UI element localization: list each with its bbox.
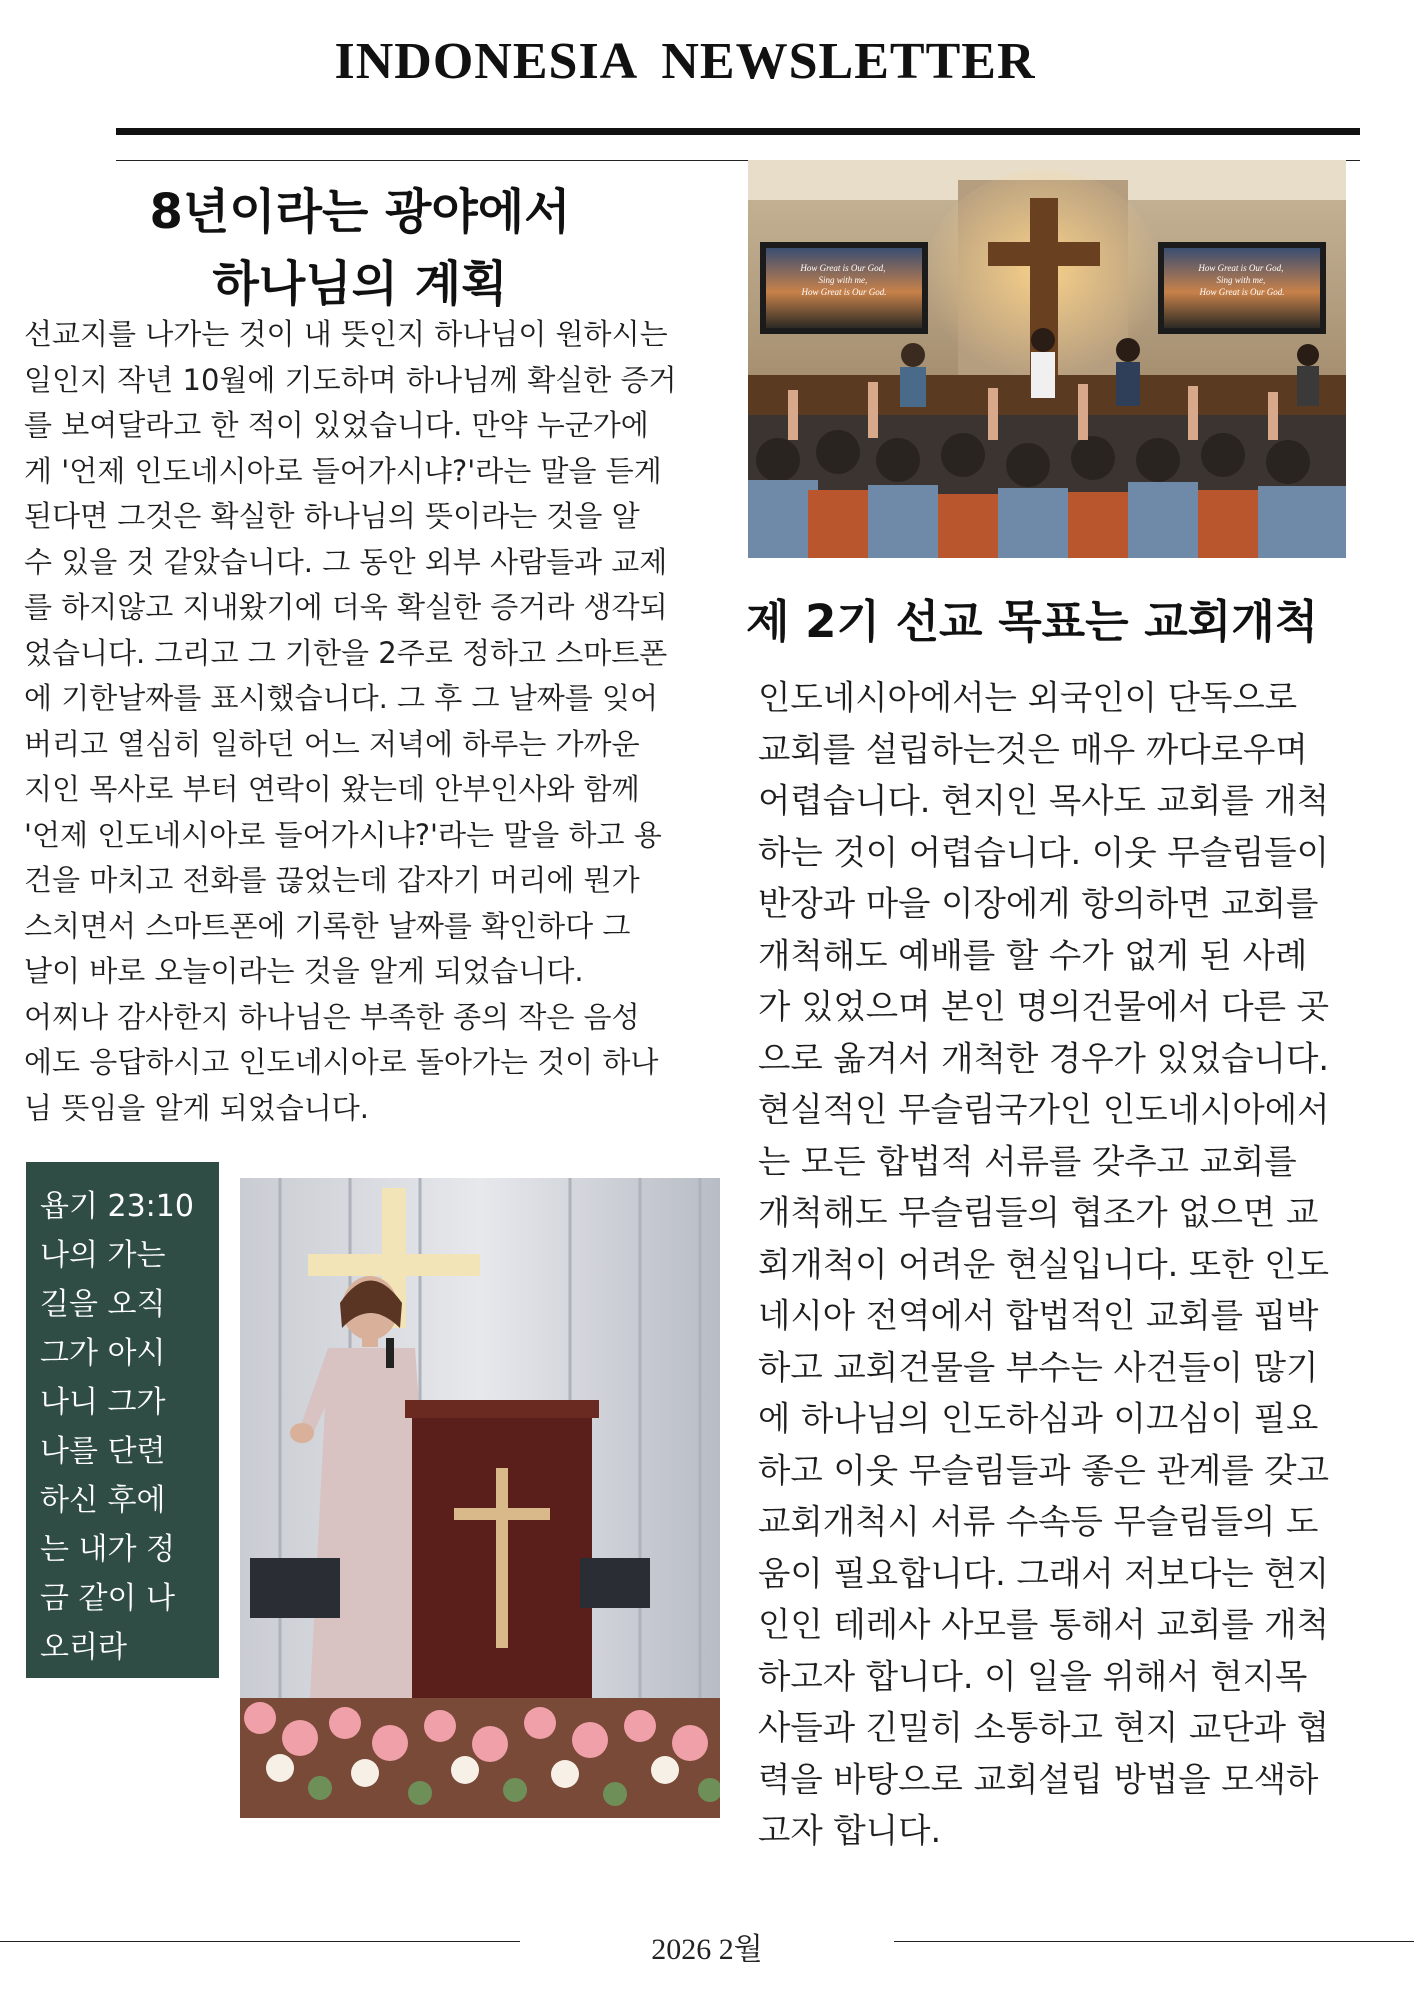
right-screen-lyrics: How Great is Our God, Sing with me, How Great is Our God. xyxy=(1198,263,1285,297)
left-heading-line-2: 하나님의 계획 xyxy=(212,256,508,312)
worship-service-photo xyxy=(748,160,1346,558)
bible-verse-box: 욥기 23:10 나의 가는 길을 오직 그가 아시 나니 그가 나를 단련 하신 후에 는 내가 정 금 같이 나 오리라 xyxy=(26,1162,219,1678)
newsletter-title: INDONESIA NEWSLETTER xyxy=(334,33,1036,90)
speaker-at-pulpit-photo xyxy=(240,1178,720,1818)
right-article-body: 인도네시아에서는 외국인이 단독으로 교회를 설립하는것은 매우 까다로우며 어렵습니다. 현지인 목사도 교회를 개척 하는 것이 어렵습니다. 이웃 무슬림들이 반장과 마을 이장에게 항의하면 교회를 개척해도 예배를 할 수가 없게 된 사례 가 있었으며 본인 명의건물에서 다른 곳 으로 옮겨서 개척한 경우가 있었습니다. 현실적인 무슬림국가인 인도네시아에서 는 모든 합법적 서류를 갖추고 교회를 개척해도 무슬림들의 협조가 없으면 교 회개척이 어려운 현실입니다. 또한 인도 네시아 전역에서 합법적인 교회를 핍박 하고 교회건물을 부수는 사건들이 많기 에 하나님의 인도하심과 이끄심이 필요 하고 이웃 무슬림들과 좋은 관계를 갖고 교회개척시 서류 수속등 무슬림들의 도 움이 필요합니다. 그래서 저보다는 현지 인인 테레사 사모를 통해서 교회를 개척 하고자 합니다. 이 일을 위해서 현지목 사들과 긴밀히 소통하고 현지 교단과 협 력을 바탕으로 교회설립 방법을 모색하 고자 합니다. xyxy=(758,678,1330,1850)
issue-date: 2026 2월 xyxy=(651,1933,763,1966)
right-article-heading: 제 2기 선교 목표는 교회개척 xyxy=(746,595,1319,648)
left-article-heading xyxy=(40,176,680,320)
masthead-thick-rule xyxy=(116,128,1360,135)
left-article-body: 선교지를 나가는 것이 내 뜻인지 하나님이 원하시는 일인지 작년 10월에 기도하며 하나님께 확실한 증거 를 보여달라고 한 적이 있었습니다. 만약 누군가에 게 '언제 인도네시아로 들어가시냐?'라는 말을 듣게 된다면 그것은 확실한 하나님의 뜻이라는 것을 알 수 있을 것 같았습니다. 그 동안 외부 사람들과 교제 를 하지않고 지내왔기에 더욱 확실한 증거라 생각되 었습니다. 그리고 그 기한을 2주로 정하고 스마트폰 에 기한날짜를 표시했습니다. 그 후 그 날짜를 잊어 버리고 열심히 일하던 어느 저녁에 하루는 가까운 지인 목사로 부터 연락이 왔는데 안부인사와 함께 '언제 인도네시아로 들어가시냐?'라는 말을 하고 용 건을 마치고 전화를 끊었는데 갑자기 머리에 뭔가 스치면서 스마트폰에 기록한 날짜를 확인하다 그 날이 바로 오늘이라는 것을 알게 되었습니다. 어찌나 감사한지 하나님은 부족한 종의 작은 음성 에도 응답하시고 인도네시아로 돌아가는 것이 하나 님 뜻임을 알게 되었습니다. xyxy=(24,317,677,1125)
left-screen-lyrics: How Great is Our God, Sing with me, How Great is Our God. xyxy=(800,263,887,297)
left-heading-line-1: 8년이라는 광야에서 xyxy=(149,184,571,240)
